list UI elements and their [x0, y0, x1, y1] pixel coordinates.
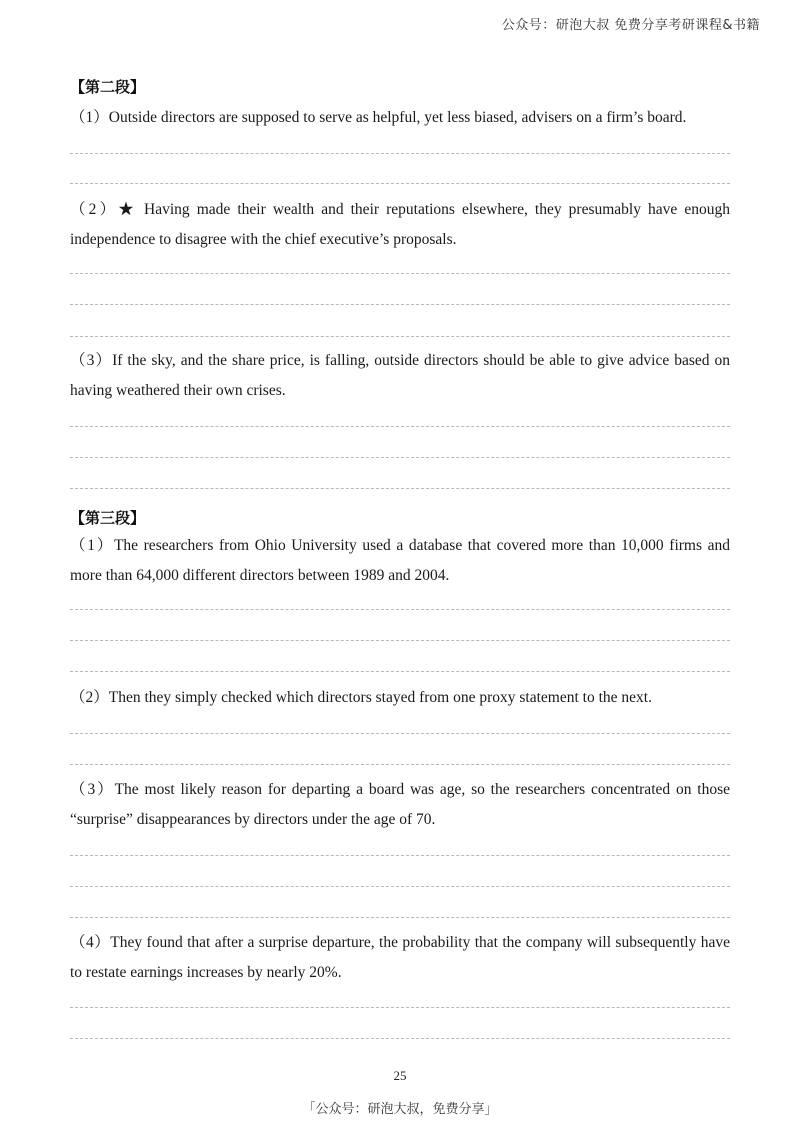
answer-line	[70, 917, 730, 918]
header-watermark-text: 公众号：研泡大叔 免费分享考研课程&书籍	[501, 18, 760, 33]
answer-line	[70, 886, 730, 887]
answer-line	[70, 1007, 730, 1008]
section-heading-3: 【第三段】	[70, 509, 146, 527]
answer-line	[70, 609, 730, 610]
answer-line	[70, 153, 730, 154]
answer-line	[70, 457, 730, 458]
footer-watermark-text: 「公众号：研泡大叔，免费分享」	[302, 1102, 498, 1117]
answer-line	[70, 336, 730, 337]
sentence-2-2: （2）★ Having made their wealth and their reputations elsewhere, they presumably have enough independence to disagree with the chief executive’s proposals.	[70, 201, 730, 248]
sentence-3-2: （2）Then they simply checked which directors stayed from one proxy statement to the next.	[70, 689, 652, 706]
sentence-2-1: （1）Outside directors are supposed to serve as helpful, yet less biased, advisers on a firm’s board.	[70, 109, 687, 126]
answer-line	[70, 640, 730, 641]
answer-line	[70, 488, 730, 489]
answer-line	[70, 733, 730, 734]
answer-line	[70, 855, 730, 856]
answer-line	[70, 304, 730, 305]
page-number: 25	[393, 1068, 407, 1083]
sentence-3-3: （3）The most likely reason for departing a board was age, so the researchers concentrated on those “surprise” disappearances by directors under the age of 70.	[70, 781, 730, 828]
section-heading-2: 【第二段】	[70, 78, 146, 96]
answer-line	[70, 426, 730, 427]
sentence-2-3: （3）If the sky, and the share price, is falling, outside directors should be able to give advice based on having weathered their own crises.	[70, 352, 730, 399]
answer-line	[70, 671, 730, 672]
answer-line	[70, 764, 730, 765]
answer-line	[70, 1038, 730, 1039]
answer-line	[70, 183, 730, 184]
sentence-3-1: （1）The researchers from Ohio University used a database that covered more than 10,000 firms and more than 64,000 different directors between 1989 and 2004.	[70, 537, 730, 584]
sentence-3-4: （4）They found that after a surprise departure, the probability that the company will subsequently have to restate earnings increases by nearly 20%.	[70, 934, 730, 981]
answer-line	[70, 273, 730, 274]
